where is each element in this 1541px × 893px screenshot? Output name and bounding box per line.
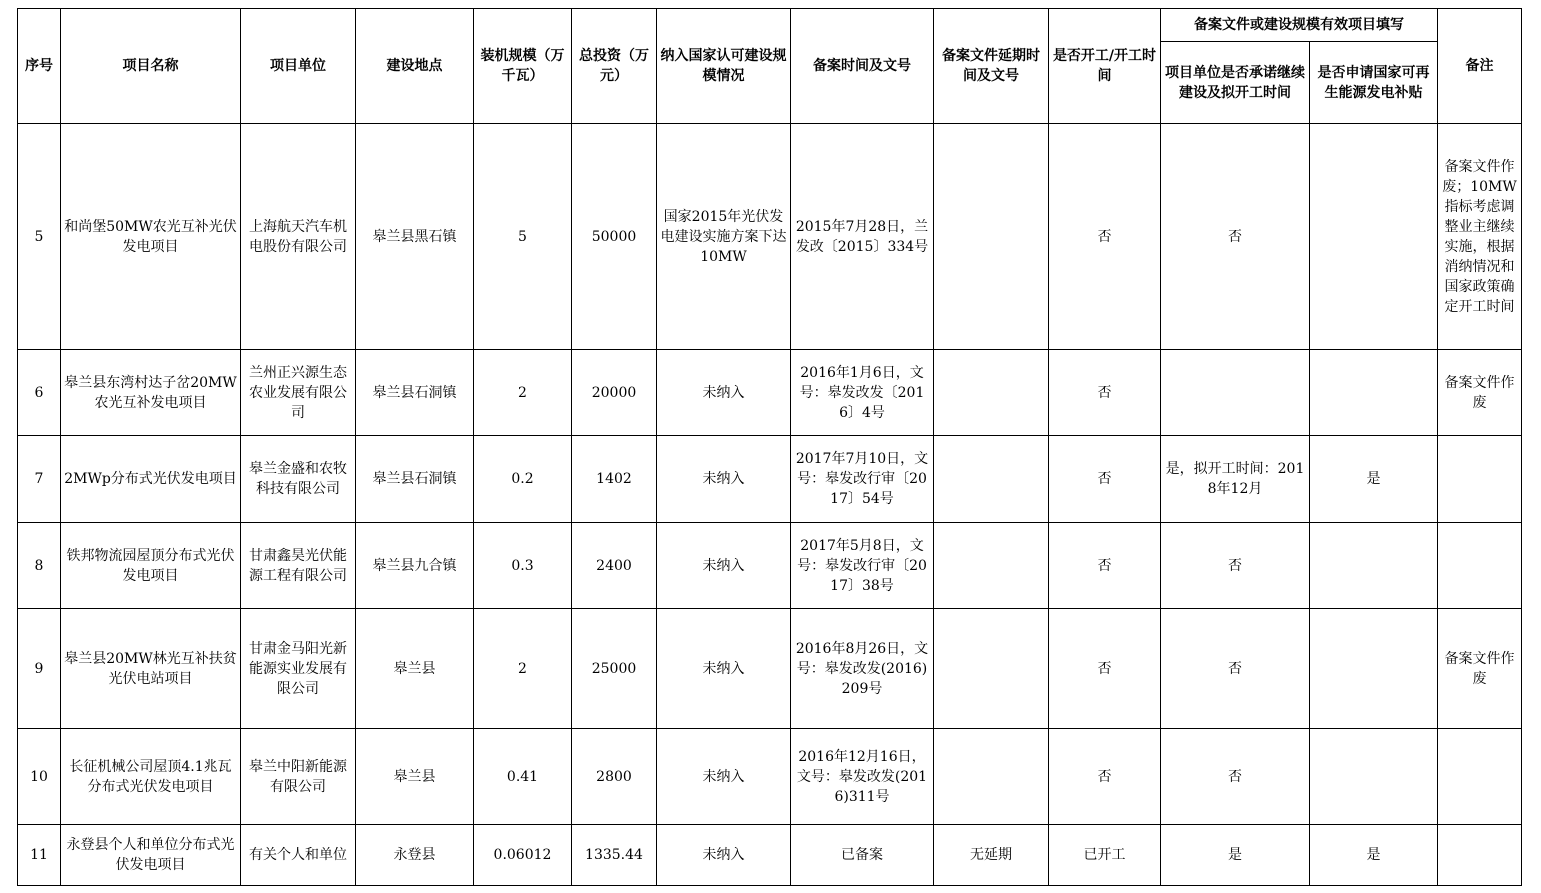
cell-extension [934, 523, 1049, 609]
header-started: 是否开工/开工时间 [1049, 9, 1161, 124]
header-unit: 项目单位 [241, 9, 356, 124]
cell-subsidy: 是 [1310, 436, 1438, 523]
cell-remarks [1438, 523, 1522, 609]
cell-commit: 否 [1161, 609, 1310, 729]
cell-location: 皋兰县黑石镇 [356, 124, 474, 350]
table-row [18, 729, 1522, 825]
header-name: 项目名称 [61, 9, 241, 124]
cell-started: 否 [1049, 523, 1161, 609]
cell-subsidy [1310, 523, 1438, 609]
cell-unit: 有关个人和单位 [241, 825, 356, 886]
header-capacity: 装机规模（万千瓦） [474, 9, 572, 124]
cell-started: 否 [1049, 124, 1161, 350]
cell-subsidy: 是 [1310, 825, 1438, 886]
cell-subsidy [1310, 350, 1438, 436]
cell-national: 未纳入 [657, 350, 791, 436]
cell-capacity: 0.06012 [474, 825, 572, 886]
cell-national: 未纳入 [657, 729, 791, 825]
cell-national: 未纳入 [657, 609, 791, 729]
cell-no: 10 [18, 729, 61, 825]
cell-no: 11 [18, 825, 61, 886]
cell-investment: 20000 [572, 350, 657, 436]
cell-capacity: 0.2 [474, 436, 572, 523]
header-subsidy: 是否申请国家可再生能源发电补贴 [1310, 42, 1438, 124]
cell-filing: 2017年7月10日，文号：皋发改行审〔2017〕54号 [791, 436, 934, 523]
cell-name: 永登县个人和单位分布式光伏发电项目 [61, 825, 241, 886]
cell-national: 未纳入 [657, 523, 791, 609]
cell-remarks [1438, 436, 1522, 523]
cell-extension: 无延期 [934, 825, 1049, 886]
cell-remarks [1438, 825, 1522, 886]
table-row [18, 523, 1522, 609]
cell-remarks: 备案文件作废 [1438, 350, 1522, 436]
cell-capacity: 2 [474, 350, 572, 436]
cell-started: 否 [1049, 350, 1161, 436]
cell-extension [934, 609, 1049, 729]
cell-no: 5 [18, 124, 61, 350]
table-row [18, 609, 1522, 729]
cell-commit: 是，拟开工时间：2018年12月 [1161, 436, 1310, 523]
cell-remarks: 备案文件作废；10MW指标考虑调整业主继续实施，根据消纳情况和国家政策确定开工时间 [1438, 124, 1522, 350]
cell-location: 皋兰县 [356, 609, 474, 729]
cell-extension [934, 124, 1049, 350]
cell-extension [934, 729, 1049, 825]
header-no: 序号 [18, 9, 61, 124]
header-group: 备案文件或建设规模有效项目填写 [1161, 9, 1438, 42]
header-extension: 备案文件延期时间及文号 [934, 9, 1049, 124]
cell-location: 皋兰县 [356, 729, 474, 825]
cell-commit: 否 [1161, 124, 1310, 350]
cell-unit: 上海航天汽车机电股份有限公司 [241, 124, 356, 350]
cell-investment: 1335.44 [572, 825, 657, 886]
cell-commit [1161, 350, 1310, 436]
cell-filing: 2015年7月28日，兰发改〔2015〕334号 [791, 124, 934, 350]
cell-filing: 2017年5月8日，文号：皋发改行审〔2017〕38号 [791, 523, 934, 609]
cell-subsidy [1310, 124, 1438, 350]
table-row [18, 124, 1522, 350]
cell-no: 7 [18, 436, 61, 523]
cell-remarks [1438, 729, 1522, 825]
header-filing: 备案时间及文号 [791, 9, 934, 124]
cell-no: 6 [18, 350, 61, 436]
cell-name: 皋兰县东湾村达子岔20MW农光互补发电项目 [61, 350, 241, 436]
header-remarks: 备注 [1438, 9, 1522, 124]
cell-subsidy [1310, 609, 1438, 729]
cell-location: 永登县 [356, 825, 474, 886]
cell-investment: 25000 [572, 609, 657, 729]
cell-extension [934, 436, 1049, 523]
cell-commit: 否 [1161, 729, 1310, 825]
cell-name: 皋兰县20MW林光互补扶贫光伏电站项目 [61, 609, 241, 729]
cell-filing: 2016年1月6日，文号：皋发改发〔2016〕4号 [791, 350, 934, 436]
cell-no: 8 [18, 523, 61, 609]
cell-investment: 2800 [572, 729, 657, 825]
project-table [17, 8, 1522, 886]
cell-commit: 否 [1161, 523, 1310, 609]
cell-unit: 皋兰金盛和农牧科技有限公司 [241, 436, 356, 523]
cell-capacity: 2 [474, 609, 572, 729]
cell-investment: 1402 [572, 436, 657, 523]
table-row [18, 436, 1522, 523]
header-investment: 总投资（万元） [572, 9, 657, 124]
cell-investment: 2400 [572, 523, 657, 609]
cell-filing: 已备案 [791, 825, 934, 886]
cell-national: 国家2015年光伏发电建设实施方案下达10MW [657, 124, 791, 350]
cell-filing: 2016年8月26日，文号：皋发改发(2016)209号 [791, 609, 934, 729]
cell-filing: 2016年12月16日，文号：皋发改发(2016)311号 [791, 729, 934, 825]
cell-national: 未纳入 [657, 436, 791, 523]
cell-unit: 兰州正兴源生态农业发展有限公司 [241, 350, 356, 436]
cell-capacity: 5 [474, 124, 572, 350]
cell-started: 否 [1049, 609, 1161, 729]
cell-started: 否 [1049, 729, 1161, 825]
header-location: 建设地点 [356, 9, 474, 124]
header-national: 纳入国家认可建设规模情况 [657, 9, 791, 124]
cell-national: 未纳入 [657, 825, 791, 886]
cell-name: 铁邦物流园屋顶分布式光伏发电项目 [61, 523, 241, 609]
cell-started: 否 [1049, 436, 1161, 523]
cell-capacity: 0.41 [474, 729, 572, 825]
cell-unit: 皋兰中阳新能源有限公司 [241, 729, 356, 825]
cell-name: 2MWp分布式光伏发电项目 [61, 436, 241, 523]
cell-location: 皋兰县石洞镇 [356, 350, 474, 436]
cell-commit: 是 [1161, 825, 1310, 886]
cell-started: 已开工 [1049, 825, 1161, 886]
cell-capacity: 0.3 [474, 523, 572, 609]
cell-investment: 50000 [572, 124, 657, 350]
cell-name: 长征机械公司屋顶4.1兆瓦分布式光伏发电项目 [61, 729, 241, 825]
cell-subsidy [1310, 729, 1438, 825]
cell-unit: 甘肃金马阳光新能源实业发展有限公司 [241, 609, 356, 729]
cell-unit: 甘肃鑫昊光伏能源工程有限公司 [241, 523, 356, 609]
table-row [18, 350, 1522, 436]
cell-extension [934, 350, 1049, 436]
cell-name: 和尚堡50MW农光互补光伏发电项目 [61, 124, 241, 350]
cell-location: 皋兰县石洞镇 [356, 436, 474, 523]
cell-no: 9 [18, 609, 61, 729]
cell-remarks: 备案文件作废 [1438, 609, 1522, 729]
header-commit: 项目单位是否承诺继续建设及拟开工时间 [1161, 42, 1310, 124]
cell-location: 皋兰县九合镇 [356, 523, 474, 609]
table-row [18, 825, 1522, 886]
